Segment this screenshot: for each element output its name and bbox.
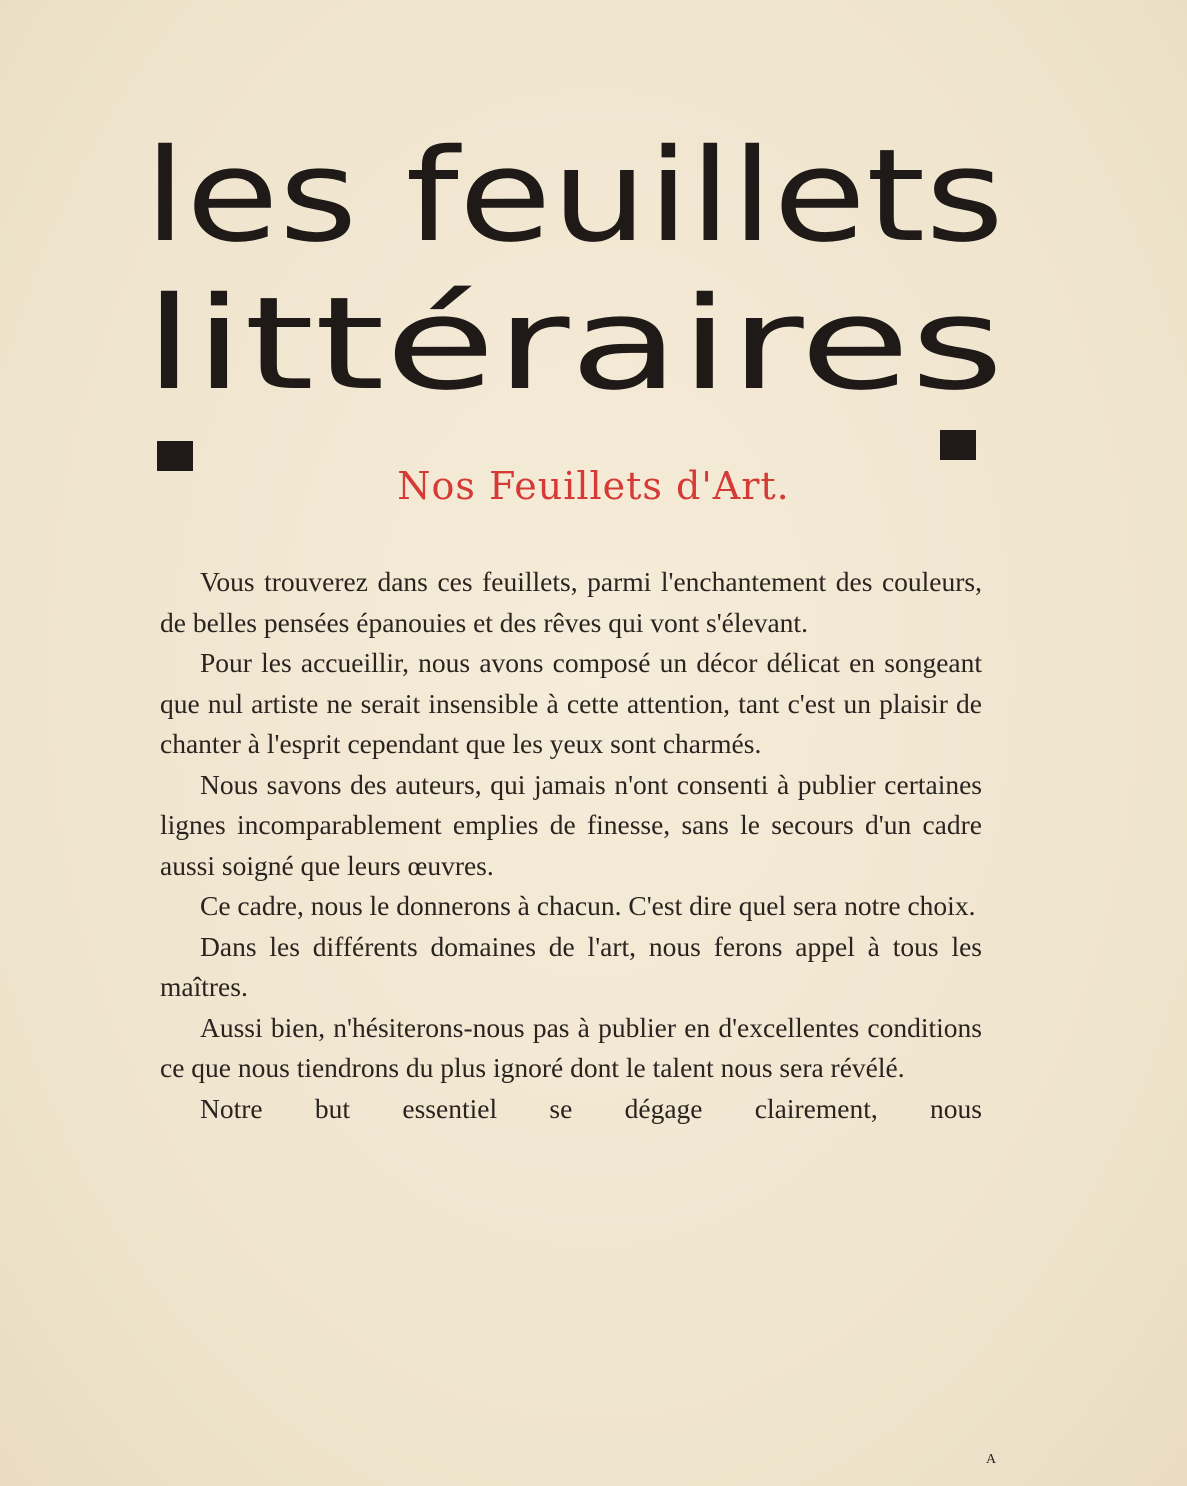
- section-title: Nos Feuillets d'Art.: [397, 464, 790, 508]
- article-body: [160, 562, 982, 1129]
- paragraph: Notre but essentiel se dégage clairement, nous: [200, 1092, 982, 1124]
- paragraph: Ce cadre, nous le donnerons à chacun. C'est dire quel sera notre choix.: [200, 890, 976, 921]
- paragraph: Pour les accueillir, nous avons composé un décor délicat en songeant que nul artiste ne serait insensible à cette attention, tant c'est un plaisir de chanter à l'esprit cependant que les yeux sont charmés.: [160, 647, 982, 759]
- masthead-line-2: littéraires: [144, 270, 1004, 419]
- paragraph: Aussi bien, n'hésiterons-nous pas à publier en d'excellentes conditions ce que nous tiendrons du plus ignoré dont le talent nous sera révélé.: [160, 1011, 982, 1083]
- paragraph: Nous savons des auteurs, qui jamais n'ont consenti à publier certaines lignes incomparablement emplies de finesse, sans le secours d'un cadre aussi soigné que leurs œuvres.: [160, 768, 982, 881]
- masthead-line-1: les feuillets: [144, 122, 1004, 271]
- signature-mark: A: [986, 1452, 997, 1467]
- masthead-title: [140, 120, 1020, 440]
- ornament-square-right: [940, 430, 976, 460]
- paragraph: Dans les différents domaines de l'art, nous ferons appel à tous les maîtres.: [160, 930, 982, 1002]
- paragraph: Vous trouverez dans ces feuillets, parmi l'enchantement des couleurs, de belles pensées épanouies et des rêves qui vont s'élevant.: [160, 566, 982, 638]
